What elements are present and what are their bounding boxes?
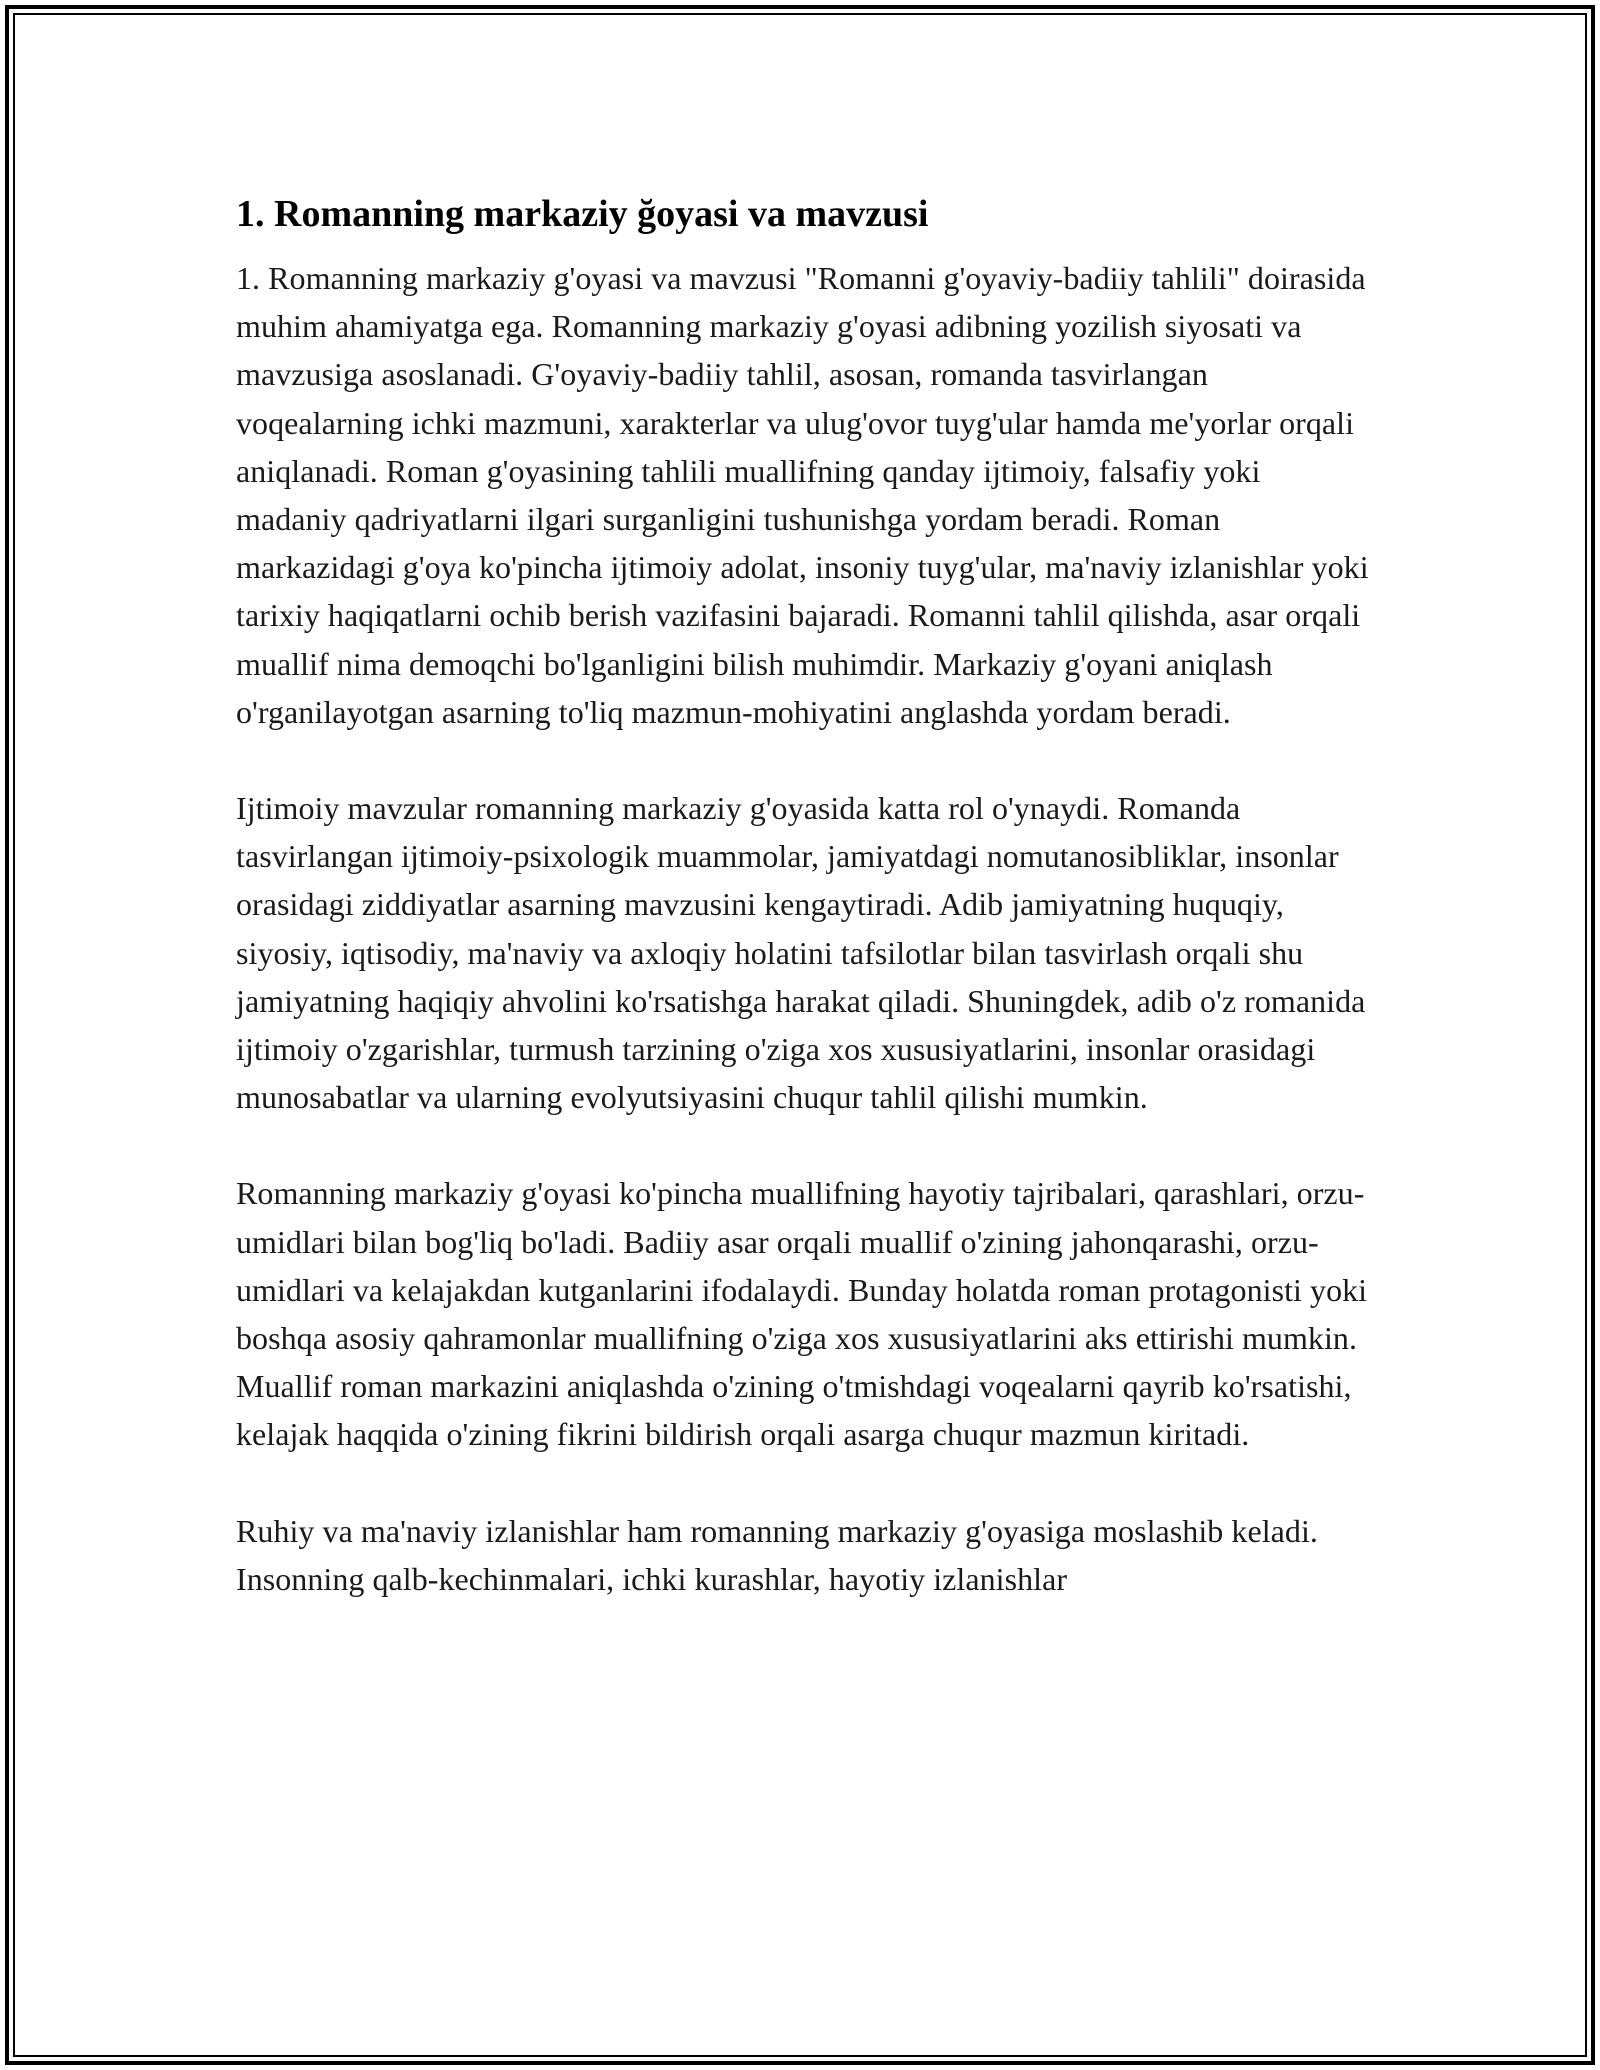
paragraph-3: Romanning markaziy g'oyasi ko'pincha muallifning hayotiy tajribalari, qarashlari, orzu-umidlari bilan bog'liq bo'ladi. Badiiy asar orqali muallif o'zining jahonqarashi, orzu-umidlari va kelajakdan kutganlarini ifodalaydi. Bunday holatda roman protagonisti yoki boshqa asosiy qahramonlar muallifning o'ziga xos xususiyatlarini aks ettirishi mumkin. Muallif roman markazini aniqlashda o'zining o'tmishdagi voqealarni qayrib ko'rsatishi, kelajak haqqida o'zining fikrini bildirish orqali asarga chuqur mazmun kiritadi.	[236, 1175, 1368, 1453]
section-heading: 1. Romanning markaziy ğoyasi va mavzusi	[236, 193, 929, 235]
document-body	[236, 188, 1376, 1651]
paragraph-1: 1. Romanning markaziy g'oyasi va mavzusi "Romanni g'oyaviy-badiiy tahlili" doirasida muhim ahamiyatga ega. Romanning markaziy g'oyasi adibning yozilish siyosati va mavzusiga asoslanadi. G'oyaviy-badiiy tahlil, asosan, romanda tasvirlangan voqealarning ichki mazmuni, xarakterlar va ulug'ovor tuyg'ular hamda me'yorlar orqali aniqlanadi. Roman g'oyasining tahlili muallifning qanday ijtimoiy, falsafiy yoki madaniy qadriyatlarni ilgari surganligini tushunishga yordam beradi. Roman markazidagi g'oya ko'pincha ijtimoiy adolat, insoniy tuyg'ular, ma'naviy izlanishlar yoki tarixiy haqiqatlarni ochib berish vazifasini bajaradi. Romanni tahlil qilishda, asar orqali muallif nima demoqchi bo'lganligini bilish muhimdir. Markaziy g'oyani aniqlash o'rganilayotgan asarning to'liq mazmun-mohiyatini anglashda yordam beradi.	[236, 260, 1369, 730]
paragraph-2: Ijtimoiy mavzular romanning markaziy g'oyasida katta rol o'ynaydi. Romanda tasvirlangan ijtimoiy-psixologik muammolar, jamiyatdagi nomutanosibliklar, insonlar orasidagi ziddiyatlar asarning mavzusini kengaytiradi. Adib jamiyatning huquqiy, siyosiy, iqtisodiy, ma'naviy va axloqiy holatini tafsilotlar bilan tasvirlash orqali shu jamiyatning haqiqiy ahvolini ko'rsatishga harakat qiladi. Shuningdek, adib o'z romanida ijtimoiy o'zgarishlar, turmush tarzining o'ziga xos xususiyatlarini, insonlar orasidagi munosabatlar va ularning evolyutsiyasini chuqur tahlil qilishi mumkin.	[236, 790, 1366, 1116]
paragraph-4: Ruhiy va ma'naviy izlanishlar ham romanning markaziy g'oyasiga moslashib keladi. Insonning qalb-kechinmalari, ichki kurashlar, hayotiy izlanishlar	[236, 1512, 1318, 1597]
